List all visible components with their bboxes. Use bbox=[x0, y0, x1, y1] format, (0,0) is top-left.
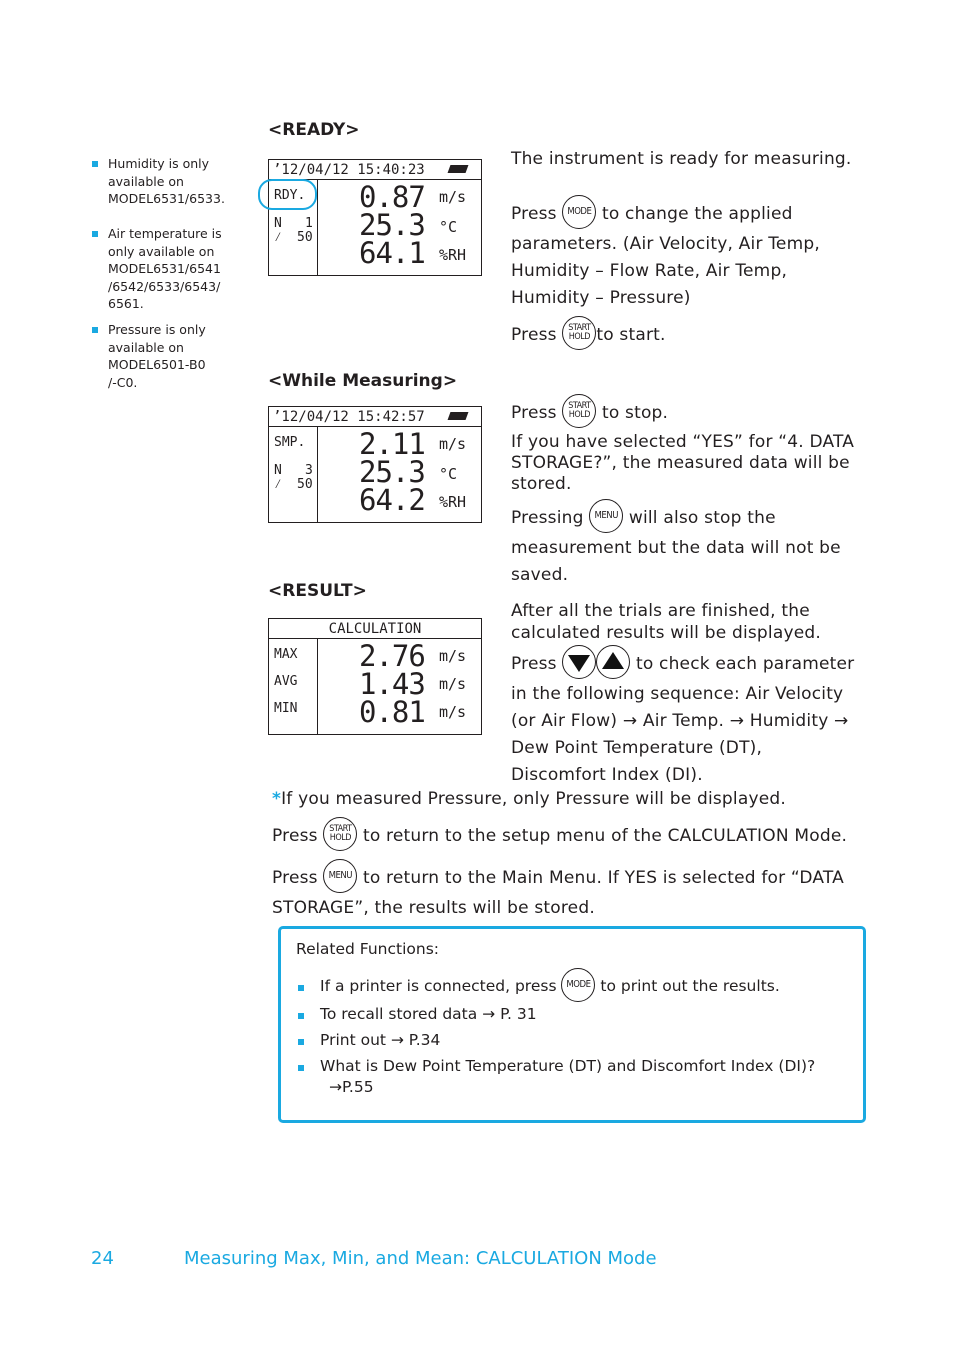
bullet-square-icon bbox=[92, 161, 98, 167]
asterisk: * bbox=[272, 789, 282, 809]
related-item-printer: If a printer is connected, press MODE to print out the results. bbox=[298, 969, 858, 1004]
lcd-datetime: ’12/04/12 15:40:23 bbox=[269, 160, 481, 180]
lcd-divider bbox=[317, 180, 318, 275]
lcd-unit-min: m/s bbox=[439, 703, 467, 721]
note-line: /6542/6533/6543/ bbox=[108, 278, 221, 294]
lcd-result bbox=[268, 618, 482, 735]
lcd-n-value: 1 bbox=[305, 216, 313, 231]
page-number: 24 bbox=[91, 1248, 114, 1269]
note-line: MODEL6501-B0 bbox=[108, 357, 206, 372]
lcd-n-label: N bbox=[274, 463, 282, 478]
note-line: available on bbox=[108, 339, 184, 355]
text-line: calculated results will be displayed. bbox=[511, 623, 821, 643]
bottom-instructions bbox=[272, 786, 872, 922]
lcd-divider bbox=[317, 427, 318, 522]
related-item-dew-point: What is Dew Point Temperature (DT) and Discomfort Index (DI)? →P.55 bbox=[298, 1056, 858, 1098]
lcd-n-label: N bbox=[274, 216, 282, 231]
lcd-measuring bbox=[268, 406, 482, 523]
text-line: in the following sequence: Air Velocity bbox=[511, 684, 844, 704]
lcd-datetime: ’12/04/12 15:42:57 bbox=[269, 407, 481, 427]
heading-result: <RESULT> bbox=[268, 581, 367, 601]
lcd-value-2: 25.3 bbox=[359, 455, 425, 489]
battery-icon bbox=[448, 412, 469, 420]
lcd-slash: ⁄ bbox=[274, 230, 282, 245]
text-line: stored. bbox=[511, 474, 572, 494]
text-line: Press START HOLD to return to the setup menu of the CALCULATION Mode. bbox=[272, 819, 872, 853]
bullet-square-icon bbox=[92, 327, 98, 333]
note-line: MODEL6531/6533. bbox=[108, 191, 225, 206]
start-hold-button-icon: START HOLD bbox=[562, 316, 596, 350]
text-line: Press START HOLD to start. bbox=[511, 318, 871, 352]
text-line: saved. bbox=[511, 565, 569, 585]
lcd-unit-1: m/s bbox=[439, 188, 467, 206]
side-note-humidity bbox=[92, 155, 242, 208]
note-line: Humidity is only bbox=[108, 156, 210, 171]
bullet-square-icon bbox=[298, 985, 304, 991]
text-line: Press MODE to change the applied bbox=[511, 197, 871, 231]
start-hold-button-icon: START HOLD bbox=[323, 817, 357, 851]
lcd-total: 50 bbox=[297, 230, 313, 245]
bullet-square-icon bbox=[298, 1039, 304, 1045]
ready-description bbox=[511, 146, 871, 352]
pressure-note: *If you measured Pressure, only Pressure will be displayed. bbox=[272, 789, 786, 809]
text-line: STORAGE”, the results will be stored. bbox=[272, 898, 595, 918]
bullet-square-icon bbox=[92, 231, 98, 237]
lcd-label-avg: AVG bbox=[274, 674, 298, 689]
side-note-pressure bbox=[92, 321, 242, 391]
lcd-unit-avg: m/s bbox=[439, 675, 467, 693]
lcd-divider bbox=[317, 639, 318, 734]
text-line: Humidity – Flow Rate, Air Temp, bbox=[511, 261, 788, 281]
menu-button-icon: MENU bbox=[323, 859, 357, 893]
lcd-value-2: 25.3 bbox=[359, 208, 425, 242]
lcd-unit-2: °C bbox=[439, 465, 458, 483]
result-description bbox=[511, 600, 881, 789]
lcd-slash: ⁄ bbox=[274, 477, 282, 492]
text-line: STORAGE?”, the measured data will be bbox=[511, 453, 850, 473]
lcd-ready bbox=[268, 159, 482, 276]
lcd-value-min: 0.81 bbox=[359, 695, 425, 729]
lcd-value-3: 64.2 bbox=[359, 483, 425, 517]
related-item-printout: Print out → P.34 bbox=[298, 1031, 440, 1049]
text-line: Press to check each parameter bbox=[511, 647, 881, 681]
start-hold-button-icon: START HOLD bbox=[562, 394, 596, 428]
measuring-description bbox=[511, 396, 881, 589]
text-line: measurement but the data will not be bbox=[511, 538, 841, 558]
lcd-n-value: 3 bbox=[305, 463, 313, 478]
text-line: →P.55 bbox=[329, 1078, 374, 1096]
bullet-square-icon bbox=[298, 1065, 304, 1071]
note-line: only available on bbox=[108, 243, 215, 259]
lcd-unit-2: °C bbox=[439, 218, 458, 236]
text-line: Humidity – Pressure) bbox=[511, 288, 691, 308]
status-highlight-ring bbox=[258, 179, 317, 210]
lcd-status: RDY. bbox=[274, 188, 306, 203]
text-line: The instrument is ready for measuring. bbox=[511, 149, 852, 169]
lcd-value-1: 2.11 bbox=[359, 427, 425, 461]
lcd-label-min: MIN bbox=[274, 701, 298, 716]
note-line: MODEL6531/6541 bbox=[108, 261, 221, 276]
lcd-unit-max: m/s bbox=[439, 647, 467, 665]
note-line: 6561. bbox=[108, 296, 144, 311]
lcd-label-max: MAX bbox=[274, 647, 298, 662]
related-title: Related Functions: bbox=[296, 940, 440, 958]
related-functions-box bbox=[278, 926, 866, 1123]
lcd-unit-3: %RH bbox=[439, 493, 467, 511]
text-line: Pressing MENU will also stop the bbox=[511, 501, 881, 535]
note-line: Air temperature is bbox=[108, 226, 222, 241]
lcd-status: SMP. bbox=[274, 435, 306, 450]
lcd-total: 50 bbox=[297, 477, 313, 492]
text-line: After all the trials are finished, the bbox=[511, 601, 810, 621]
heading-ready: <READY> bbox=[268, 120, 360, 140]
lcd-calculation-title: CALCULATION bbox=[269, 619, 481, 639]
note-line: Pressure is only bbox=[108, 322, 206, 337]
lcd-unit-1: m/s bbox=[439, 435, 467, 453]
note-line: /-C0. bbox=[108, 374, 138, 390]
lcd-unit-3: %RH bbox=[439, 246, 467, 264]
up-arrow-button-icon bbox=[596, 645, 630, 679]
menu-button-icon: MENU bbox=[589, 499, 623, 533]
text-line: Press MENU to return to the Main Menu. If YES is selected for “DATA bbox=[272, 861, 872, 895]
text-line: Dew Point Temperature (DT), bbox=[511, 738, 763, 758]
bullet-square-icon bbox=[298, 1013, 304, 1019]
lcd-value-3: 64.1 bbox=[359, 236, 425, 270]
related-item-recall: To recall stored data → P. 31 bbox=[298, 1005, 537, 1023]
text-line: If you have selected “YES” for “4. DATA bbox=[511, 432, 855, 452]
lcd-value-avg: 1.43 bbox=[359, 667, 425, 701]
down-arrow-button-icon bbox=[562, 645, 596, 679]
text-line: parameters. (Air Velocity, Air Temp, bbox=[511, 234, 820, 254]
mode-button-icon: MODE bbox=[561, 968, 595, 1002]
heading-while-measuring: <While Measuring> bbox=[268, 371, 458, 391]
text-line: Discomfort Index (DI). bbox=[511, 765, 703, 785]
footer-title: Measuring Max, Min, and Mean: CALCULATION Mode bbox=[184, 1248, 657, 1269]
battery-icon bbox=[448, 165, 469, 173]
lcd-value-max: 2.76 bbox=[359, 639, 425, 673]
mode-button-icon: MODE bbox=[562, 195, 596, 229]
note-line: available on bbox=[108, 173, 184, 189]
text-line: (or Air Flow) → Air Temp. → Humidity → bbox=[511, 711, 849, 731]
lcd-value-1: 0.87 bbox=[359, 180, 425, 214]
side-note-air-temperature bbox=[92, 225, 242, 313]
text-line: Press START HOLD to stop. bbox=[511, 396, 881, 430]
